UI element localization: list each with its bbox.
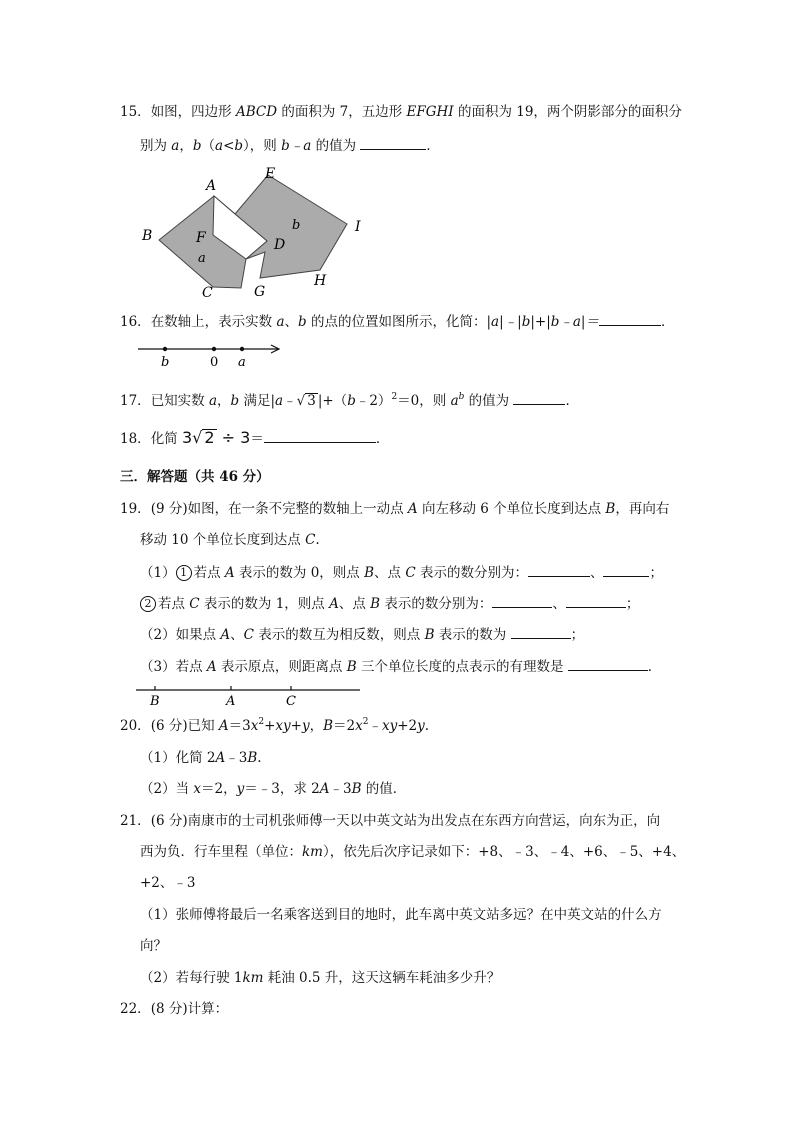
answer-blank[interactable]	[264, 428, 376, 443]
q15-line1: 15．如图，四边形 ABCD 的面积为 7，五边形 EFGHI 的面积为 19，两个阴影部分的面积分	[120, 104, 682, 120]
answer-blank[interactable]	[492, 593, 552, 608]
label-G: G	[254, 284, 266, 300]
q21-sub2: （2）若每行驶 1km 耗油 0.5 升，这天这辆车耗油多少升？	[140, 970, 501, 986]
answer-blank[interactable]	[568, 656, 648, 671]
q19-sub3: （3）若点 A 表示原点，则距离点 B 三个单位长度的点表示的有理数是 ．	[140, 656, 661, 677]
q19-line2: 移动 10 个单位长度到达点 C.	[140, 532, 320, 548]
label-I: I	[355, 219, 361, 235]
q20-sub2: （2）当 x＝2，y＝﹣3，求 2A﹣3B 的值．	[140, 781, 407, 797]
axis-label-a: a	[238, 355, 246, 368]
axis-label-b: b	[161, 355, 170, 368]
pentagon-efghi	[235, 175, 347, 278]
answer-blank[interactable]	[511, 624, 571, 639]
label-D: D	[274, 237, 286, 253]
label-b: b	[292, 218, 301, 233]
axis-label-0: 0	[210, 355, 219, 368]
q19-line1: 19．(9 分)如图，在一条不完整的数轴上一动点 A 向左移动 6 个单位长度到达点 B，再向右	[120, 501, 670, 517]
section-title: 三．解答题（共 46 分）	[120, 469, 270, 485]
q21-line3: +2、﹣3	[140, 875, 196, 891]
label-H: H	[314, 273, 327, 289]
q19-sub1a: （1） 1 若点 A 表示的数为 0，则点 B、点 C 表示的数分别为： 、 ；	[140, 562, 663, 583]
axis-label-C: C	[286, 694, 296, 709]
q20-sub1: （1）化简 2A﹣3B.	[140, 750, 262, 766]
q21-line2: 西为负．行车里程（单位：km），依先后次序记录如下：+8、﹣3、﹣4、+6、﹣5、+4、	[140, 844, 686, 860]
answer-blank[interactable]	[603, 562, 649, 577]
axis-label-A: A	[226, 694, 236, 709]
label-A: A	[206, 178, 217, 194]
label-F: F	[196, 230, 206, 246]
q18-text: 18．化简 3√ 2 ÷ 3＝ ．	[120, 428, 390, 447]
q20-line1: 20．(6 分)已知 $A=3x^2+xy+y$，$B=2x^2﹣xy+2y$.	[120, 717, 430, 734]
q19-sub1b: 2 若点 C 表示的数为 1，则点 A、点 B 表示的数分别为： 、 ；	[140, 593, 639, 614]
label-B: B	[142, 228, 153, 244]
label-E: E	[265, 166, 276, 182]
q19-sub2: （2）如果点 A、C 表示的数互为相反数，则点 B 表示的数为 ；	[140, 624, 584, 645]
q22-text: 22．(8 分)计算：	[120, 1001, 229, 1017]
q21-sub1b: 向？	[140, 938, 167, 954]
q17-text: 17．已知实数 a，b 满足|a﹣√ 3 |+（b﹣2）$^2$＝0，则 $a^b$ 的值为 ．	[120, 392, 579, 409]
answer-blank[interactable]	[599, 311, 661, 326]
answer-blank[interactable]	[528, 562, 590, 577]
label-C: C	[202, 285, 213, 301]
q19-number-line	[136, 681, 366, 711]
answer-blank[interactable]	[360, 135, 426, 150]
answer-blank[interactable]	[513, 390, 565, 405]
q15-line2: 别为 a，b（a<b），则 b﹣a 的值为 ．	[140, 135, 440, 156]
q16-number-line	[138, 340, 288, 368]
q15-figure	[130, 160, 380, 305]
q21-line1: 21．(6 分)南康市的士司机张师傅一天以中英文站为出发点在东西方向营运，向东为正，向	[120, 813, 661, 829]
axis-label-B: B	[150, 694, 160, 709]
q21-sub1a: （1）张师傅将最后一名乘客送到目的地时，此车离中英文站多远？在中英文站的什么方	[140, 907, 662, 923]
label-a: a	[198, 251, 206, 266]
q16-text: 16．在数轴上，表示实数 a、b 的点的位置如图所示，化简：|a|﹣|b|+|b﹣a|＝ ．	[120, 311, 674, 332]
answer-blank[interactable]	[566, 593, 626, 608]
